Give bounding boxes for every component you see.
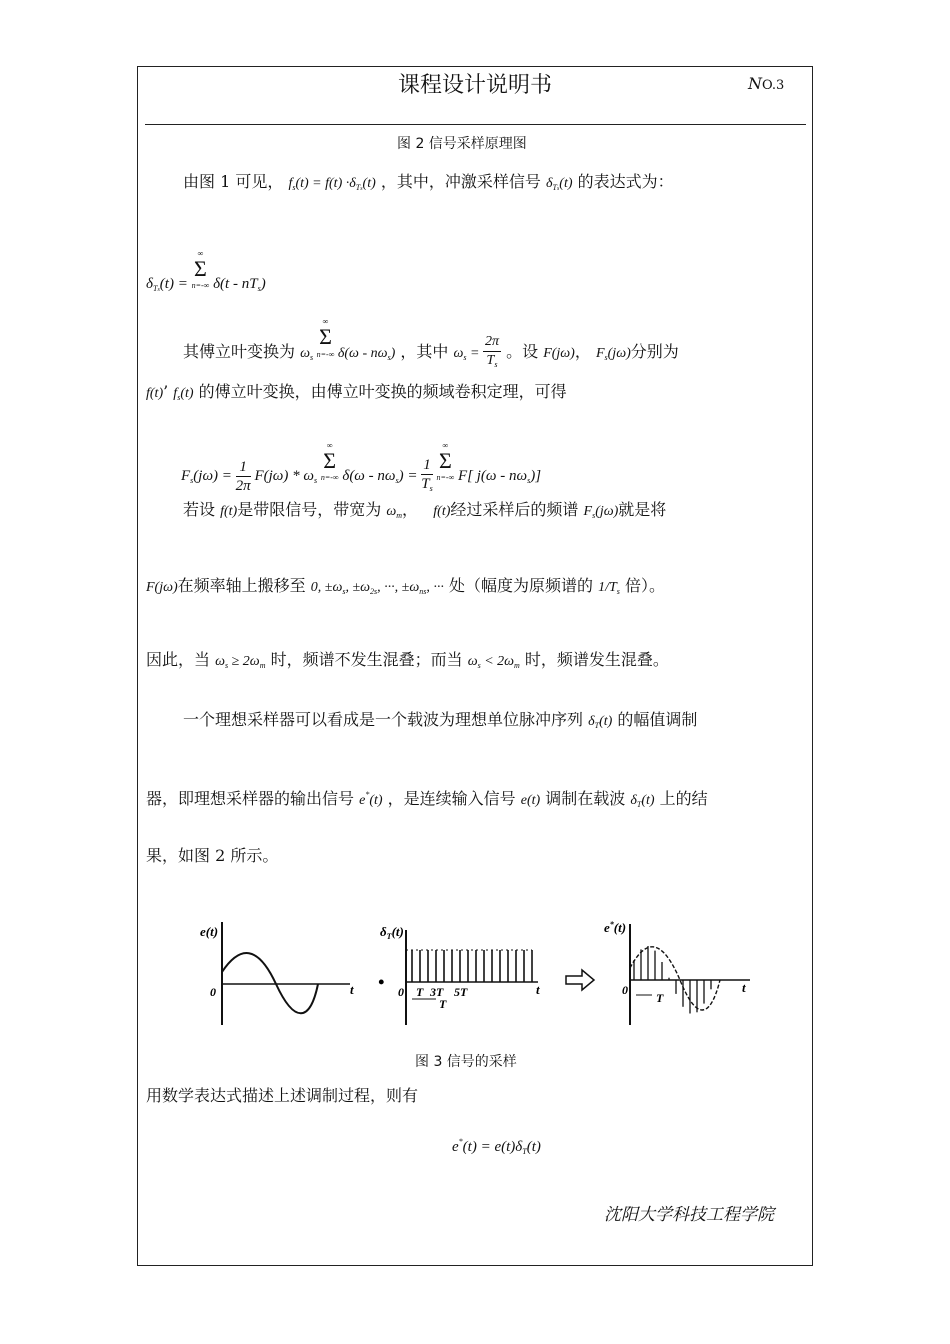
page-number: NO.3 <box>748 74 785 93</box>
panel-sampled-output <box>604 920 750 1025</box>
paragraph-line: 其傅立叶变换为 $\omega_s$ ∞ Σ n=-∞ $\delta(\omega - n\omega_s)$ ，其中 $\omega_s$ = $\frac{2\pi}{T_s}$ 。设 F(jω)， $F_s(j\omega)$分别为 <box>183 317 679 370</box>
svg-text:•: • <box>378 972 385 992</box>
equation-inline: $\delta_{Ts}(t)$ <box>545 176 573 192</box>
svg-text:T: T <box>439 997 447 1011</box>
paragraph-line: f(t)’ $f_s(t)$ 的傅立叶变换，由傅立叶变换的频域卷积定理，可得 <box>146 382 567 402</box>
svg-text:e(t): e(t) <box>200 924 219 939</box>
svg-text:3T: 3T <box>430 985 444 999</box>
paragraph-line: 用数学表达式描述上述调制过程，则有 <box>146 1086 419 1105</box>
svg-text:T: T <box>416 985 424 999</box>
panel-input-signal <box>200 922 354 1025</box>
figure-3-sampling <box>190 910 770 1035</box>
equation-inline: $f_s(t) = f(t) \cdot\delta_{Ts}(t)$ <box>288 176 376 192</box>
svg-text:0: 0 <box>398 985 404 999</box>
svg-text:0: 0 <box>622 983 628 997</box>
equation-impulse-train: $\delta_{Ts}(t)$ = ∞ Σ n=-∞ $\delta(t - nT_s)$ <box>146 249 266 293</box>
svg-text:T: T <box>656 991 664 1005</box>
svg-text:t: t <box>536 982 540 997</box>
svg-text:5T: 5T <box>454 985 468 999</box>
paragraph-line: 一个理想采样器可以看成是一个载波为理想单位脉冲序列 $\delta_T(t)$ 的幅值调制 <box>183 710 698 730</box>
page-title: 课程设计说明书 <box>397 73 552 98</box>
svg-text:δT(t): $\delta_T(t)$ <box>380 924 404 941</box>
svg-text:0: 0 <box>210 985 216 999</box>
paragraph-line: 器，即理想采样器的输出信号 e*(t) ，是连续输入信号 e(t) 调制在载波 $\delta_T(t)$ 上的结 <box>146 789 708 809</box>
paragraph-line: 因此，当 $\omega_s \ge 2\omega_m$ 时，频谱不发生混叠；而当 $\omega_s < 2\omega_m$ 时，频谱发生混叠。 <box>146 650 669 670</box>
header-rule <box>145 124 806 125</box>
paragraph-line: 由图 1 可见， $f_s(t) = f(t) \cdot\delta_{Ts}(t)$ ，其中，冲激采样信号 $\delta_{Ts}(t)$ 的表达式为： <box>183 172 674 192</box>
equation-modulation: $e^*(t) = e(t)\delta_T(t)$ <box>452 1137 541 1156</box>
panel-impulse-train <box>380 924 540 1025</box>
svg-text:t: t <box>350 982 354 997</box>
figure-2-caption: 图 2 信号采样原理图 <box>397 136 527 152</box>
paragraph-line: F(jω)在频率轴上搬移至 0, $\pm\omega_s$, $\pm\omega_{2s}$, ···, $\pm\omega_{ns}$, ··· 处（幅度为原频谱的 $1/T_s$ 倍）。 <box>146 576 665 596</box>
svg-text:e*(t): e*(t) <box>604 920 627 935</box>
paragraph-line: 若设 f(t)是带限信号，带宽为 $\omega_m$， f(t)经过采样后的频谱 $F_s(j\omega)$就是将 <box>183 500 667 520</box>
equation-convolution: $F_s(j\omega)$ = $\frac{1}{2\pi}$ $F(j\omega) * \omega_s$ ∞ Σ n=-∞ $\delta(\omega - n\omega_s)$ = $\frac{1}{T_s}$ ∞ Σ n=-∞ F[ $j(\omega - n\omega_s)$] <box>181 441 542 495</box>
paragraph-line: 果，如图 2 所示。 <box>146 846 279 865</box>
footer-institution: 沈阳大学科技工程学院 <box>604 1205 774 1225</box>
svg-text:t: t <box>742 980 746 995</box>
figure-3-caption: 图 3 信号的采样 <box>415 1054 517 1070</box>
